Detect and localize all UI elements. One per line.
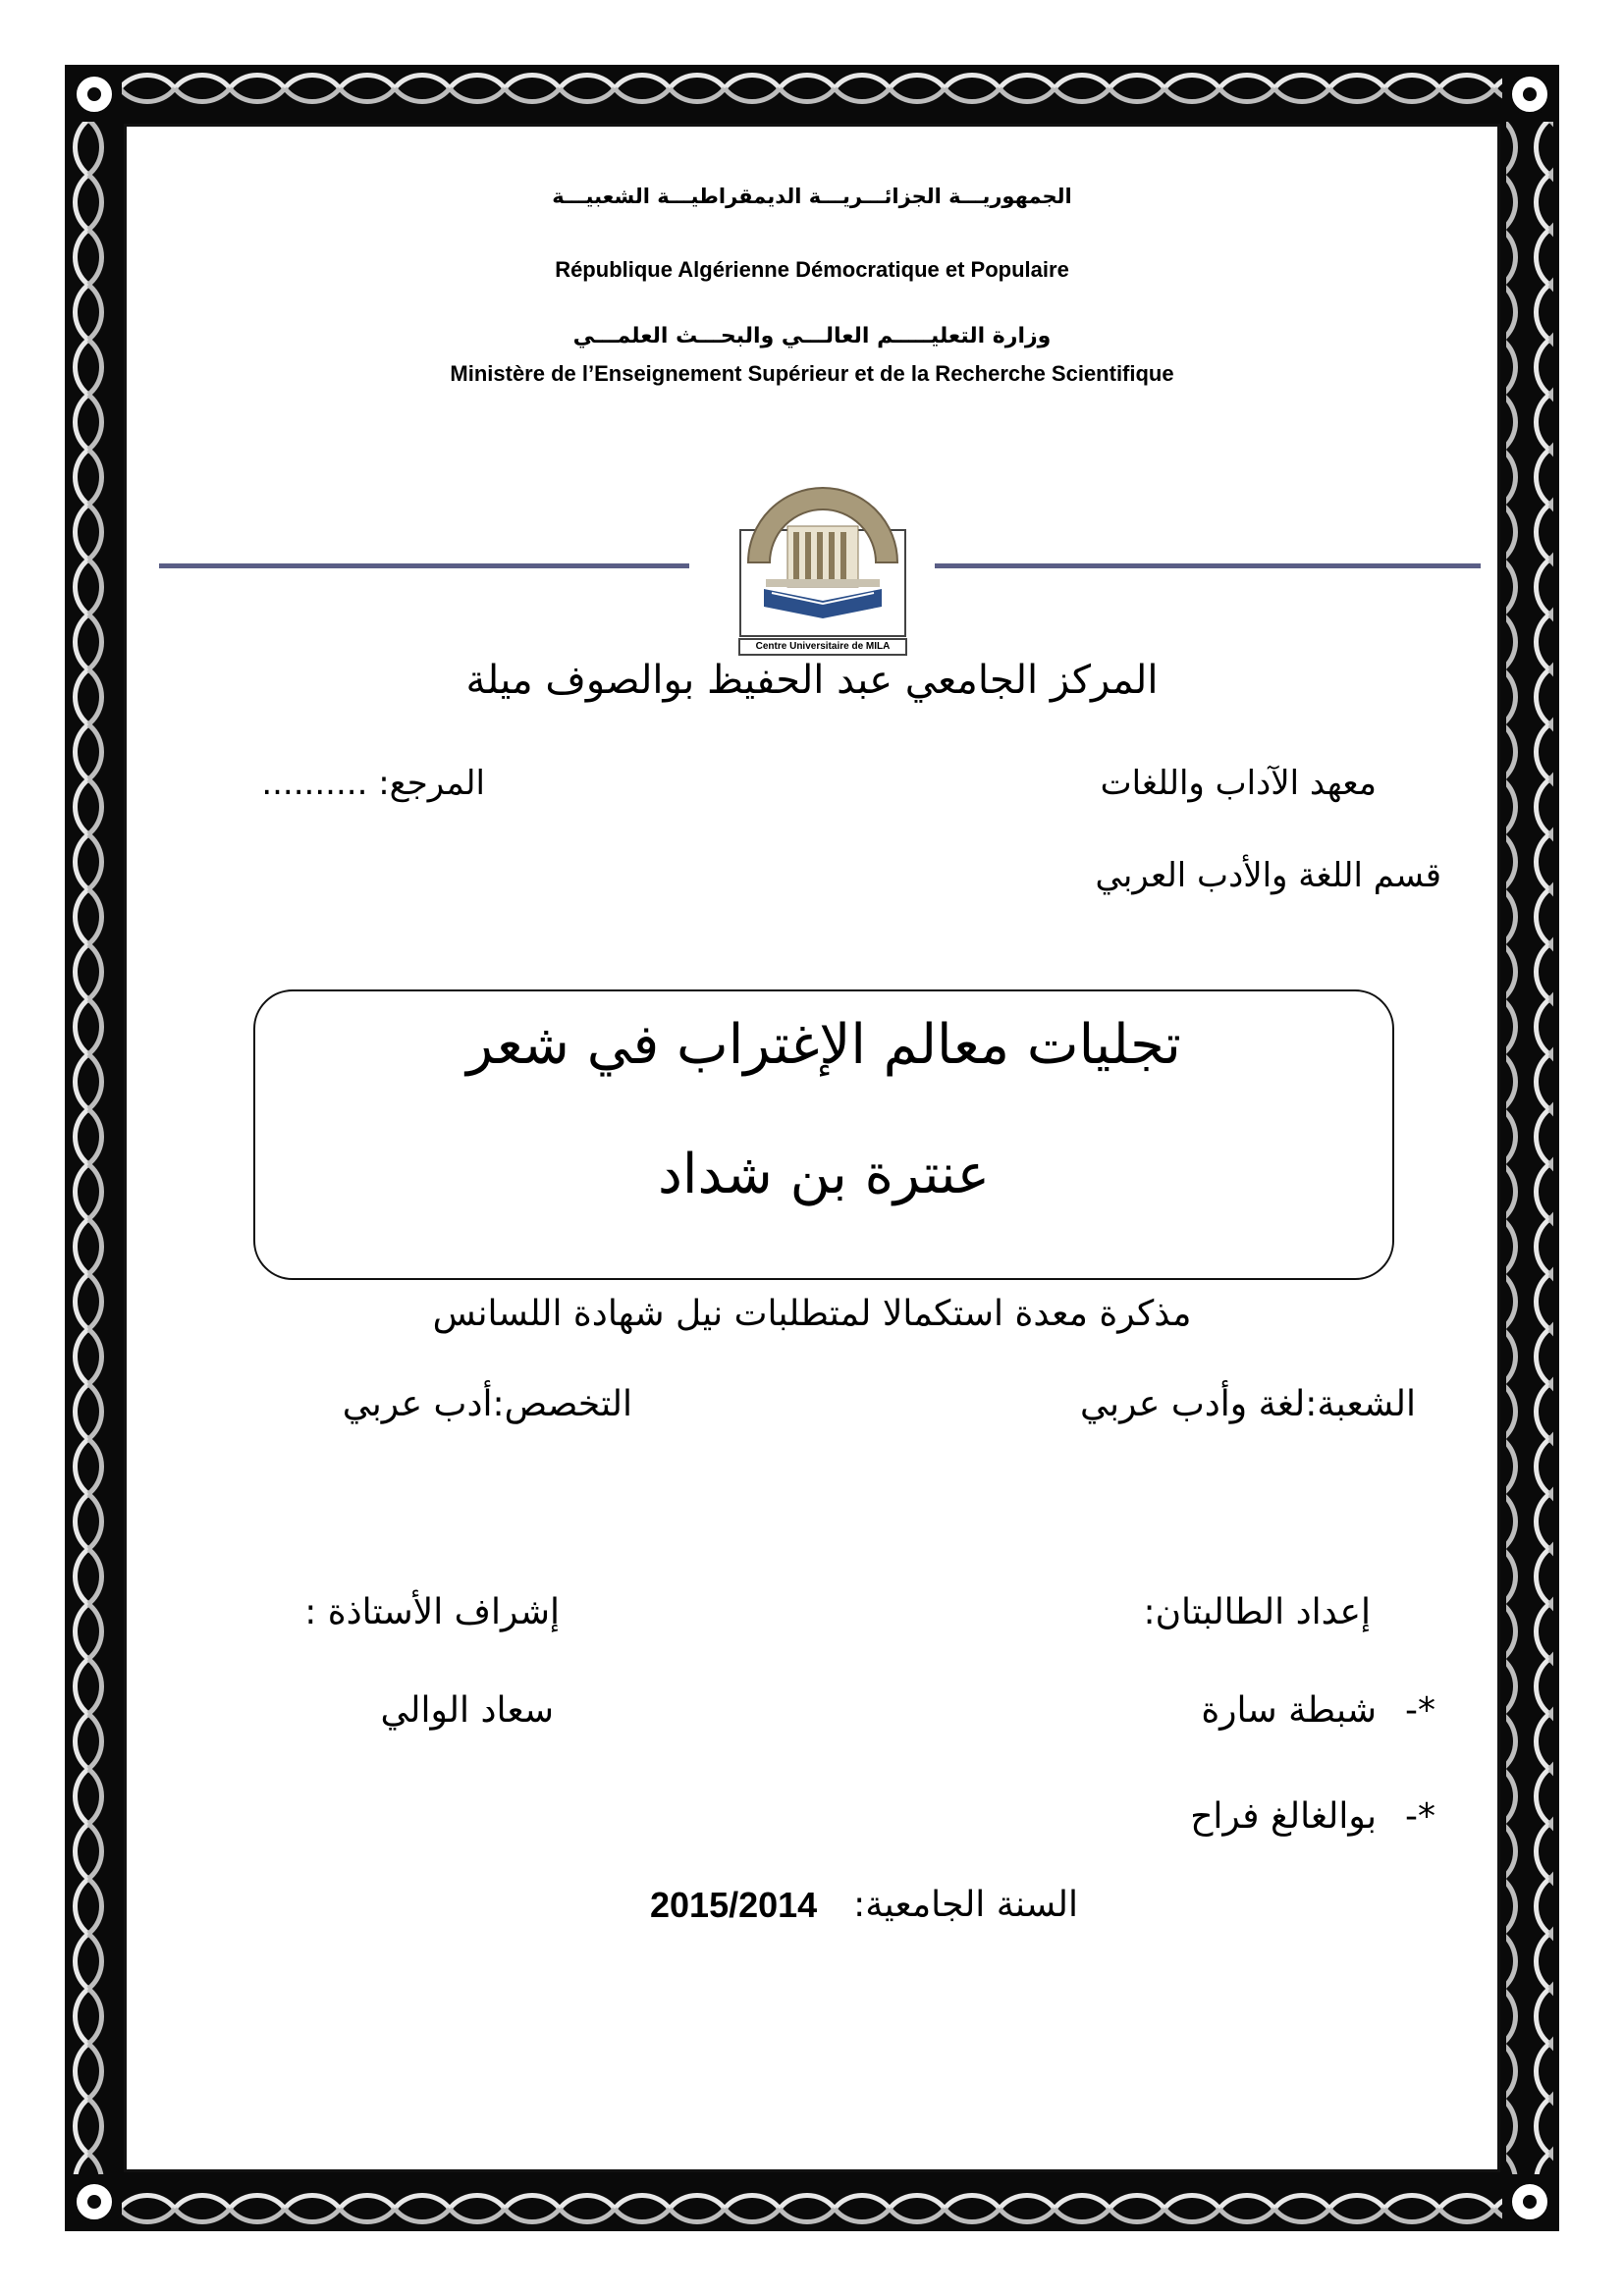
supervisor-name: سعاد الوالي: [380, 1690, 554, 1731]
students-label: إعداد الطالبتان:: [1143, 1592, 1371, 1632]
logo-caption: Centre Universitaire de MILA: [738, 638, 907, 656]
university-logo: [738, 469, 907, 658]
thesis-subtitle: مذكرة معدة استكمالا لمتطلبات نيل شهادة اللسانس: [432, 1294, 1192, 1334]
student2-marker: *-: [1405, 1796, 1435, 1837]
ministry-french: Ministère de l’Enseignement Supérieur et de la Recherche Scientifique: [450, 361, 1174, 386]
university-building-logo-icon: [738, 469, 907, 638]
thesis-title-line2: عنترة بن شداد: [657, 1143, 991, 1206]
branch-label: الشعبة:لغة وأدب عربي: [1080, 1384, 1416, 1424]
corner-ornament-icon: [73, 2180, 116, 2223]
supervisor-label: إشراف الأستاذة :: [304, 1592, 560, 1632]
institute-name: معهد الآداب واللغات: [1100, 764, 1377, 803]
header-rule-right: [935, 563, 1481, 568]
republic-arabic: الجمهوريـــة الجزائـــريـــة الديمقراطيـــة الشعبيـــة: [552, 185, 1072, 208]
corner-ornament-icon: [73, 73, 116, 116]
student2-name: بوالغالغ فراح: [1190, 1796, 1377, 1837]
university-center-name: المركز الجامعي عبد الحفيظ بوالصوف ميلة: [465, 658, 1159, 703]
student1-marker: *-: [1405, 1690, 1435, 1731]
academic-year-value: 2015/2014: [650, 1885, 818, 1925]
republic-french: République Algérienne Démocratique et Populaire: [555, 257, 1069, 282]
department-name: قسم اللغة والأدب العربي: [1095, 856, 1441, 895]
corner-ornament-icon: [1508, 2180, 1551, 2223]
student1-name: شبطة سارة: [1201, 1690, 1377, 1731]
academic-year-label: السنة الجامعية:: [853, 1885, 1078, 1925]
specialty-label: التخصص:أدب عربي: [342, 1384, 632, 1424]
header-rule-left: [159, 563, 689, 568]
reference-number: المرجع: ..........: [261, 764, 485, 803]
corner-ornament-icon: [1508, 73, 1551, 116]
thesis-title-line1: تجليات معالم الإغتراب في شعر: [466, 1013, 1181, 1077]
ministry-arabic: وزارة التعليـــــم العالـــي والبحـــث العلمـــي: [572, 324, 1052, 348]
